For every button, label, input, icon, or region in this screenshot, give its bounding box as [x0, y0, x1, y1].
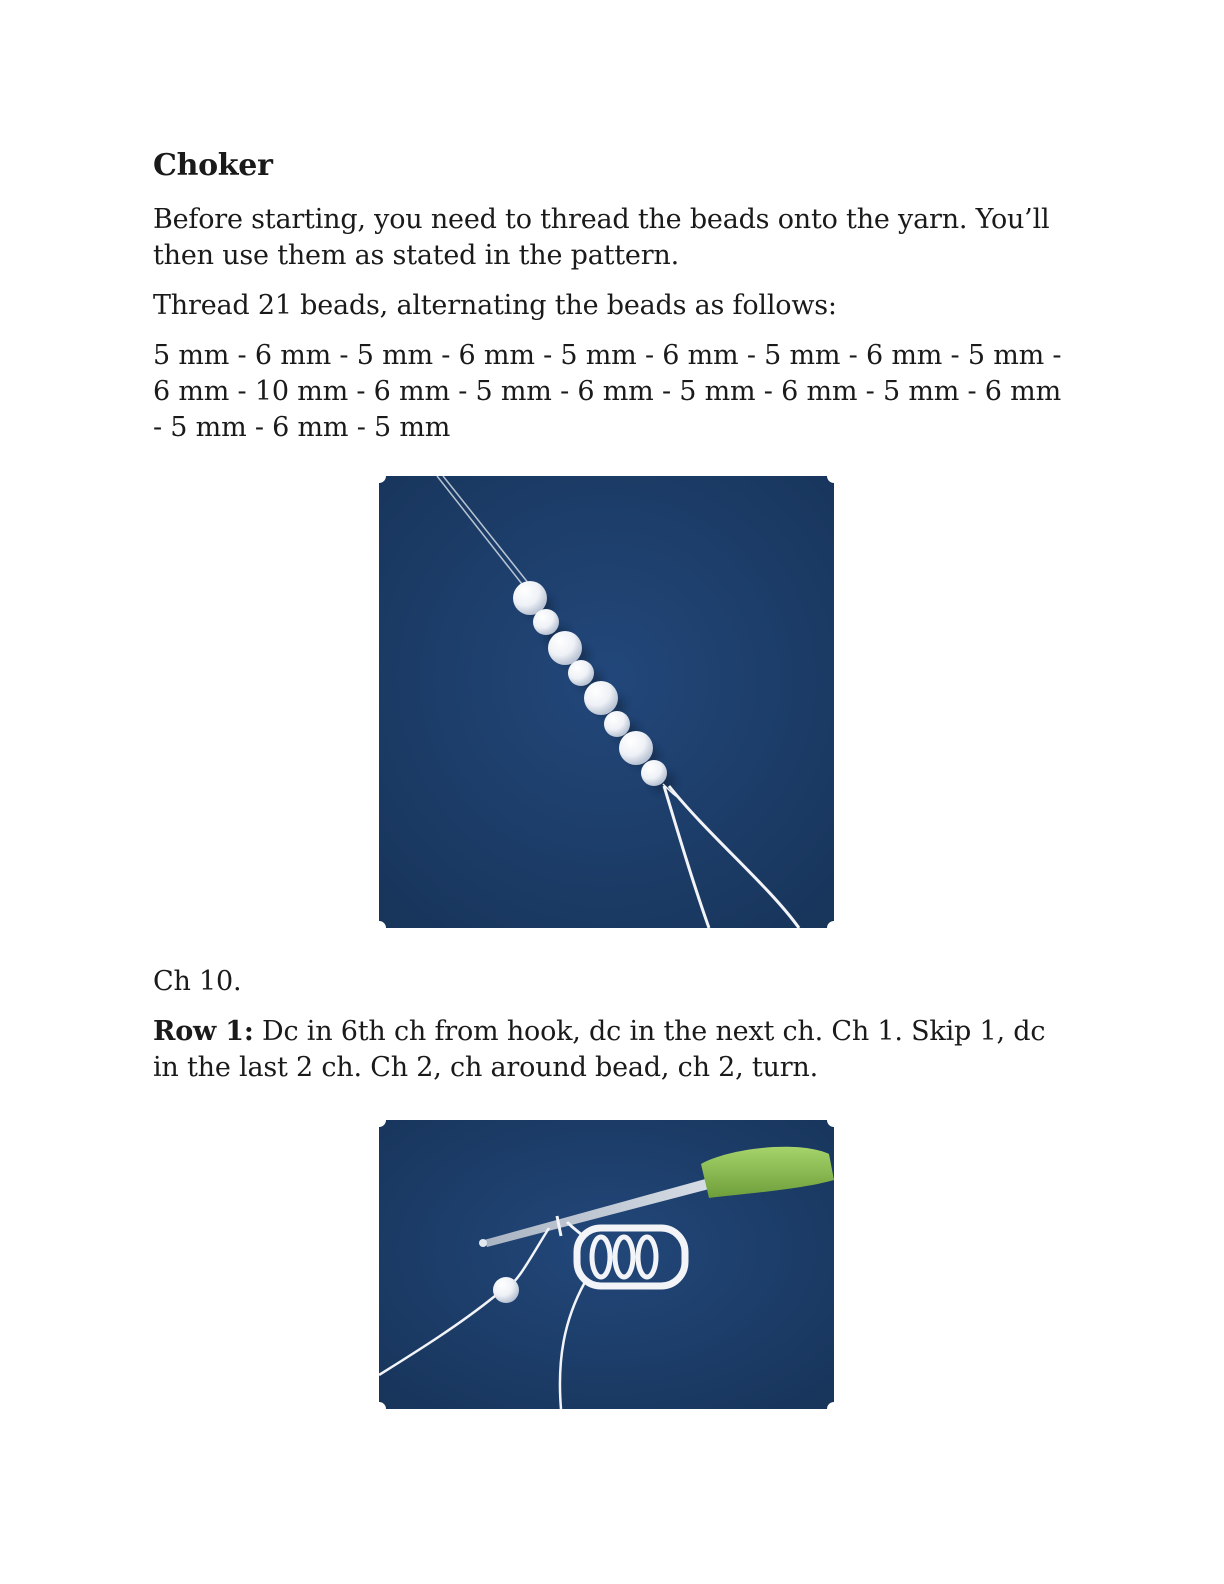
row-1-text: Dc in 6th ch from hook, dc in the next ch. Ch 1. Skip 1, dc in the last 2 ch. Ch 2, ch around bead, ch 2, turn. — [153, 1016, 1046, 1083]
row-1-label: Row 1: — [153, 1016, 254, 1047]
intro-paragraph: Before starting, you need to thread the beads onto the yarn. You’ll then use them as stated in the pattern. — [153, 204, 1050, 271]
bead-sequence: 5 mm - 6 mm - 5 mm - 6 mm - 5 mm - 6 mm - 5 mm - 6 mm - 5 mm - 6 mm - 10 mm - 6 mm - 5 mm - 6 mm - 5 mm - 6 mm - 5 mm - 6 mm - 5 mm - 6 mm - 5 mm — [153, 340, 1062, 443]
crochet-row-illustration — [379, 1120, 834, 1409]
beads-threaded-photo — [379, 476, 834, 928]
chain-step: Ch 10. — [153, 966, 242, 997]
beads-threaded-illustration — [379, 476, 834, 928]
page-title: Choker — [153, 148, 273, 183]
crochet-row-photo — [379, 1120, 834, 1409]
row-1-instruction — [153, 1014, 1073, 1086]
thread-instruction: Thread 21 beads, alternating the beads as follows: — [153, 290, 837, 321]
page-content — [153, 140, 1073, 1409]
